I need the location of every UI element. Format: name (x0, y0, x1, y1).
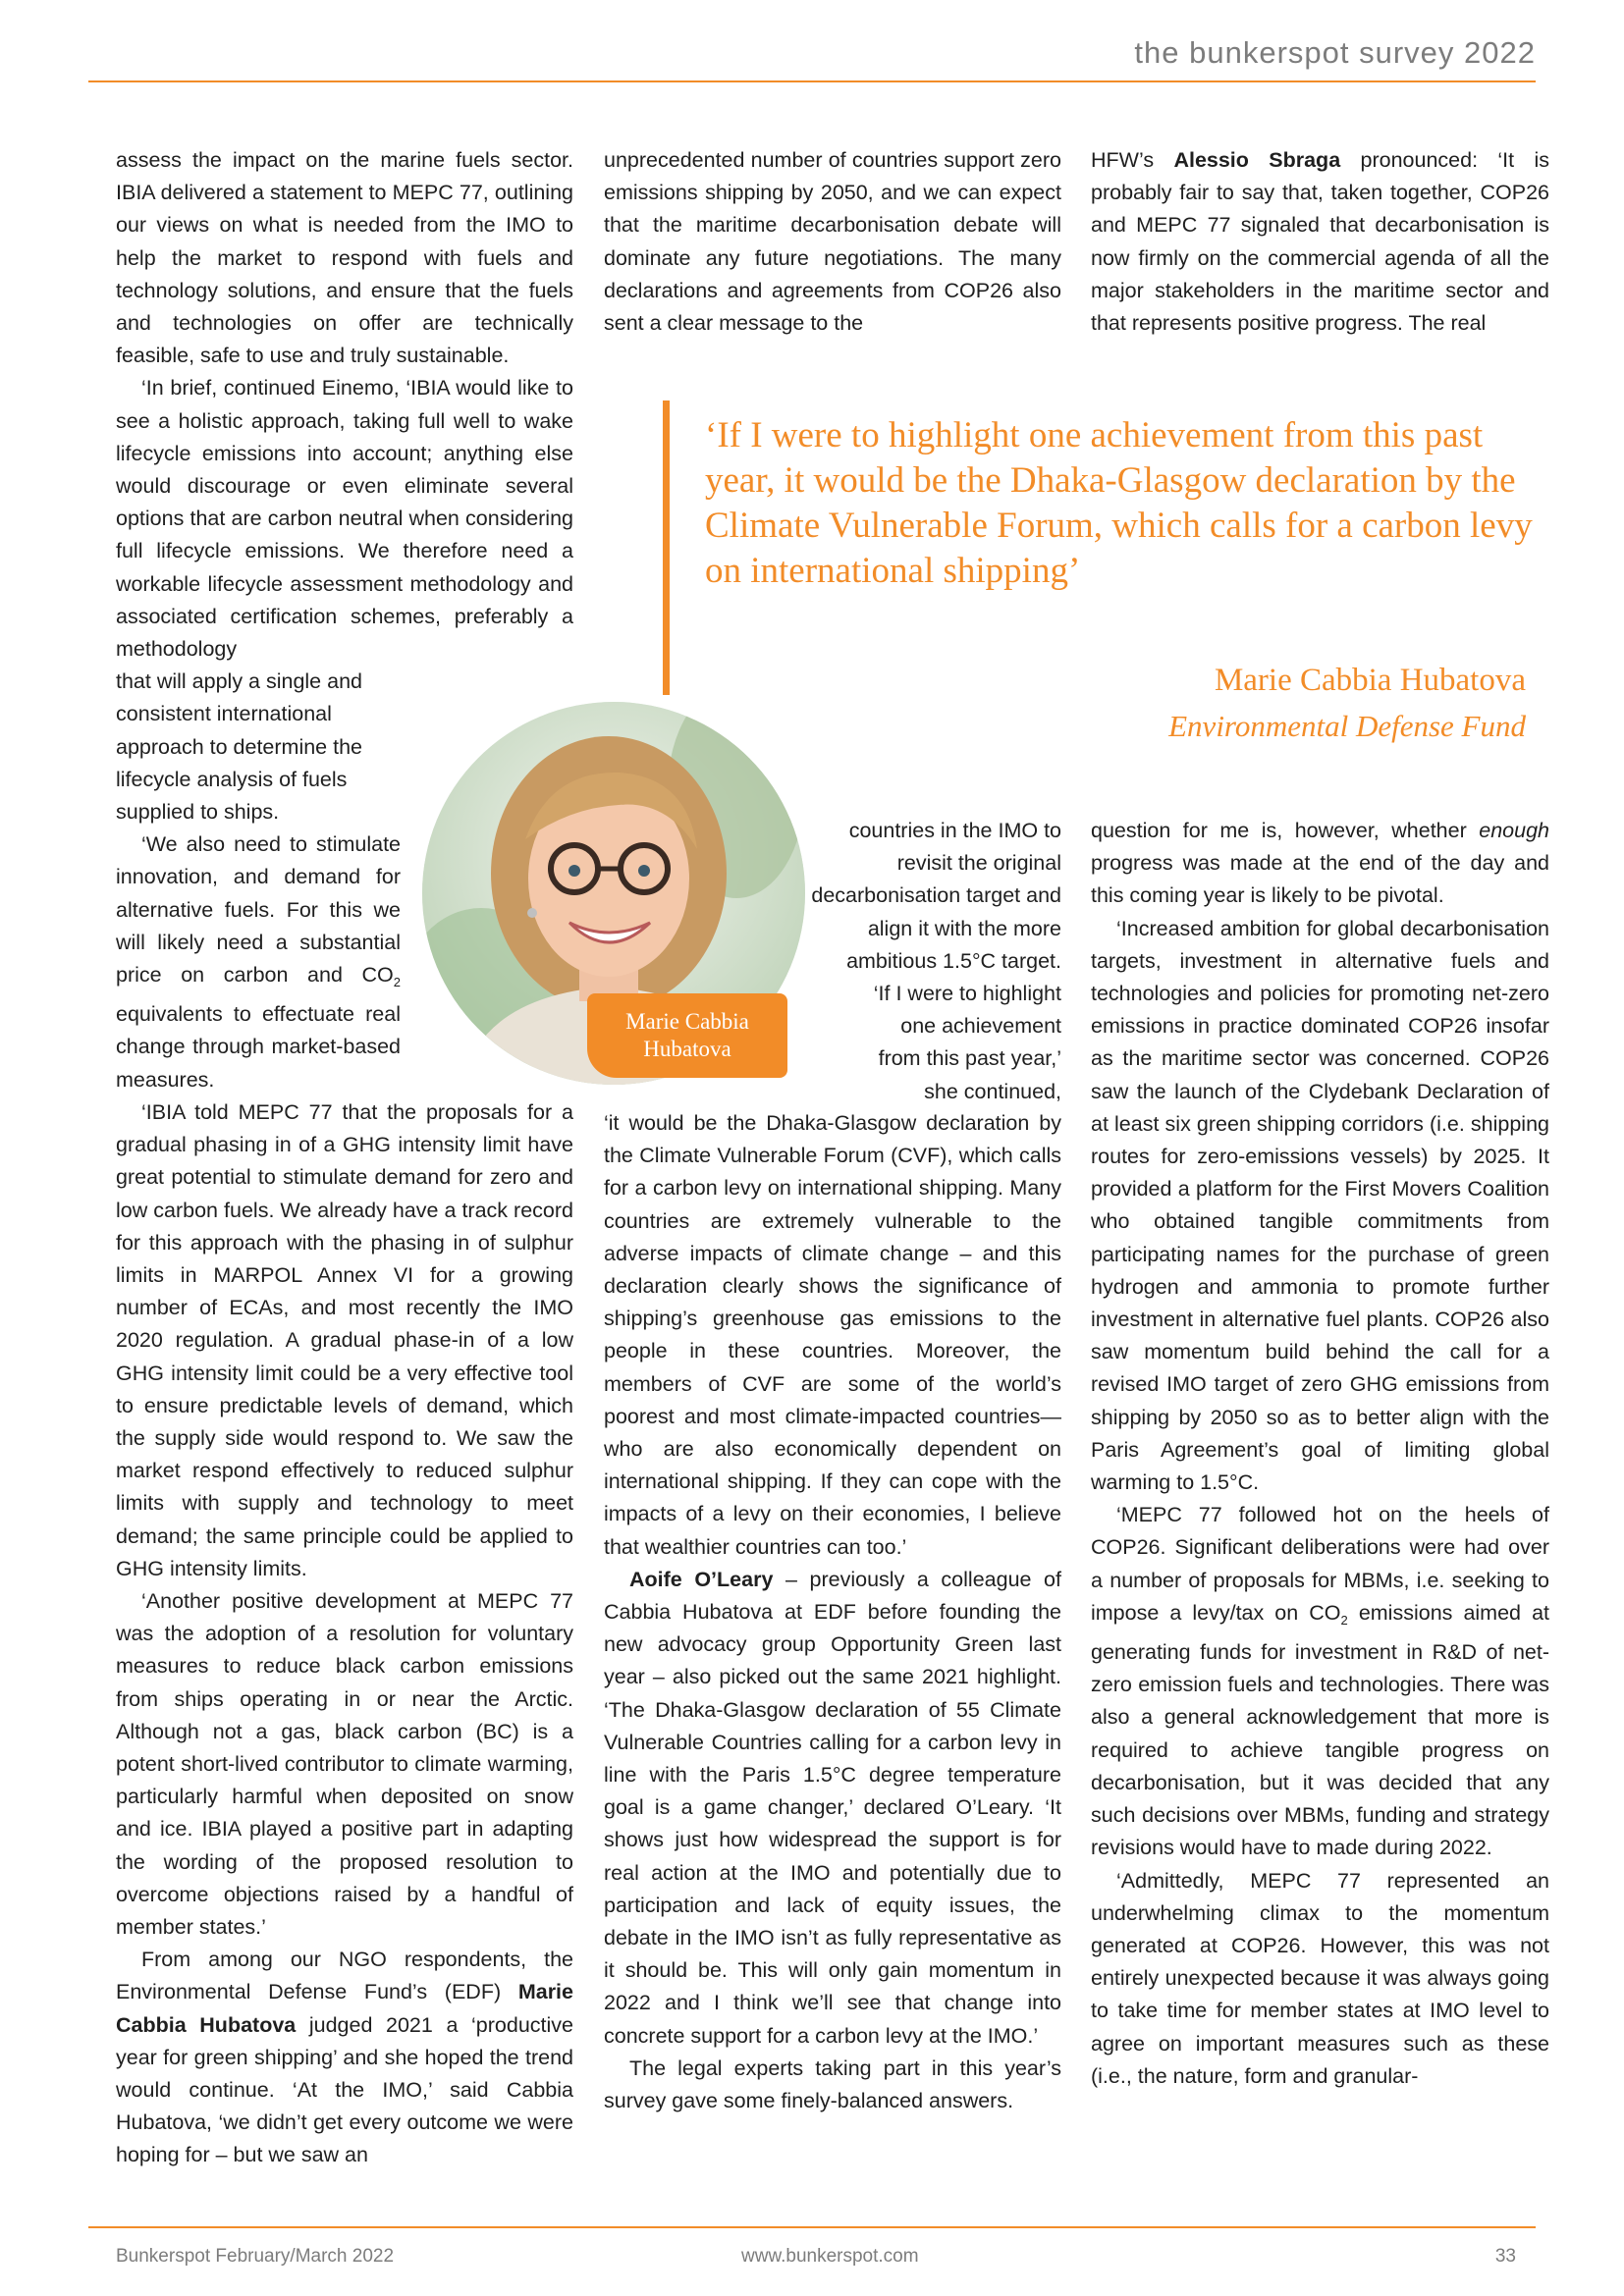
column-2-top (604, 144, 1061, 340)
paragraph: countries in the IMO to revisit the original decarbonisation target and align it with the more ambitious 1.5°C target. (811, 819, 1061, 973)
paragraph: that will apply a single and consistent international approach to determine the lifecycle analysis of fuels supplied to ships. (116, 669, 362, 825)
paragraph: ‘We also need to stimulate innovation, and demand for alternative fuels. For this we will likely need a substantial price on carbon and $CO_2$ equivalents to effectuate real change through market-based measures. (116, 832, 401, 1092)
pull-quote-name: Marie Cabbia Hubatova (1214, 663, 1526, 698)
paragraph: ‘In brief, continued Einemo, ‘IBIA would like to see a holistic approach, taking full well to wake lifecycle emissions into account; anything else would discourage or even eliminate several options that are carbon neutral when considering full lifecycle emissions. We therefore need a workable lifecycle assessment methodology and associated certification schemes, preferably a methodology (116, 376, 573, 662)
paragraph: unprecedented number of countries support zero emissions shipping by 2050, and we can expect that the maritime decarbonisation debate will dominate any future negotiations. The many declarations and agreements from COP26 also sent a clear message to the (604, 148, 1061, 336)
person-name: Aoife O’Leary (629, 1567, 774, 1591)
pull-quote-bar (663, 400, 670, 695)
paragraph: assess the impact on the marine fuels sector. IBIA delivered a statement to MEPC 77, outlining our views on what is needed from the IMO to help the market to respond with fuels and technology solutions, and ensure that the fuels and technologies on offer are technically feasible, safe to use and truly sustainable. (116, 148, 573, 368)
pull-quote: ‘If I were to highlight one achievement from this past year, it would be the Dhaka-Glasgow declaration by the Climate Vulnerable Forum, which calls for a carbon levy on international shipping’ (705, 415, 1533, 591)
paragraph: ‘Another positive development at MEPC 77 was the adoption of a resolution for voluntary measures to reduce black carbon emissions from ships operating in or near the Arctic. Although not a gas, black carbon (BC) is a potent short-lived contributor to climate warming, particularly harmful when deposited on snow and ice. IBIA played a positive part in adapting the wording of the proposed resolution to overcome objections raised by a handful of member states.’ (116, 1588, 573, 1939)
photo-caption-badge: Marie Cabbia Hubatova (587, 993, 787, 1078)
person-name: Alessio Sbraga (1173, 148, 1341, 172)
column-3-top (1091, 144, 1549, 340)
paragraph: ‘it would be the Dhaka-Glasgow declaration by the Climate Vulnerable Forum (CVF), which calls for a carbon levy on international shipping. Many countries are extremely vulnerable to the adverse impacts of climate change – and this declaration clearly shows the significance of shipping’s greenhouse gas emissions to the people in these countries. Moreover, the members of CVF are some of the world’s poorest and most climate-impacted countries—who are also economically dependent on international shipping. If they can cope with the impacts of a levy on their economies, I believe that wealthier countries can too.’ (604, 1111, 1061, 1559)
paragraph: Aoife O’Leary – previously a colleague of Cabbia Hubatova at EDF before founding the new advocacy group Opportunity Green last year – also picked out the same 2021 highlight. ‘The Dhaka-Glasgow declaration of 55 Climate Vulnerable Countries calling for a carbon levy in line with the Paris 1.5°C degree temperature goal is a game changer,’ declared O’Leary. ‘It shows just how widespread the support is for real action at the IMO and potentially due to participation and lack of equity issues, the debate in the IMO isn’t as fully representative as it should be. This will only gain momentum in 2022 and I think we’ll see that change into concrete support for a carbon levy at the IMO.’ (604, 1567, 1061, 2048)
column-2-bottom (604, 1107, 1061, 2117)
footer-publication: Bunkerspot February/March 2022 (116, 2246, 395, 2267)
column-2-wrap-text (805, 815, 1061, 1108)
paragraph: question for me is, however, whether enough progress was made at the end of the day and this coming year is likely to be pivotal. (1091, 819, 1549, 908)
column-1 (116, 144, 573, 2172)
footer-website: www.bunkerspot.com (741, 2246, 919, 2267)
person-name: Marie Cabbia Hubatova (116, 1980, 573, 2037)
paragraph: ‘Increased ambition for global decarbonisation targets, investment in alternative fuels and technologies and policies for promoting net-zero emissions in practice dominated COP26 insofar as the maritime sector was concerned. COP26 saw the launch of the Clydebank Declaration of at least six green shipping corridors (i.e. shipping routes for zero-emissions vessels) by 2025. It provided a platform for the First Movers Coalition who obtained tangible commitments from participating names for the purchase of green hydrogen and ammonia to promote further investment in alternative fuel plants. COP26 also saw momentum build behind the call for a revised IMO target of zero GHG emissions from shipping by 2050 so as to better align with the Paris Agreement’s goal of limiting global warming to 1.5°C. (1091, 916, 1549, 1495)
paragraph: ‘If I were to highlight one achievement from this past year,’ she continued, (873, 982, 1061, 1103)
running-header: the bunkerspot survey 2022 (1134, 35, 1536, 70)
footer-rule (88, 2226, 1536, 2228)
page-number: 33 (1494, 2246, 1516, 2267)
paragraph: The legal experts taking part in this year’s survey gave some finely-balanced answers. (604, 2056, 1061, 2113)
paragraph: HFW’s Alessio Sbraga pronounced: ‘It is probably fair to say that, taken together, COP26 and MEPC 77 signaled that decarbonisation is now firmly on the commercial agenda of all the major stakeholders in the maritime sector and that represents positive progress. The real (1091, 148, 1549, 336)
paragraph: ‘MEPC 77 followed hot on the heels of COP26. Significant deliberations were had over a number of proposals for MBMs, i.e. seeking to impose a levy/tax on $CO_2$ emissions aimed at generating funds for investment in R&D of net-zero emission fuels and technologies. There was also a general acknowledgement that more is required to achieve tangible progress on decarbonisation, but it was decided that any such decisions over MBMs, funding and strategy revisions would have to made during 2022. (1091, 1503, 1549, 1860)
paragraph: ‘IBIA told MEPC 77 that the proposals for a gradual phasing in of a GHG intensity limit have great potential to stimulate demand for zero and low carbon fuels. We already have a track record for this approach with the phasing in of sulphur limits in MARPOL Annex VI for a growing number of ECAs, and most recently the IMO 2020 regulation. A gradual phase-in of a low GHG intensity limit could be a very effective tool to ensure predictable levels of demand, which the supply side would respond to. We saw the market respond effectively to reduced sulphur limits with supply and technology to meet demand; the same principle could be applied to GHG intensity limits. (116, 1099, 573, 1580)
paragraph: ‘Admittedly, MEPC 77 represented an underwhelming climax to the momentum generated at COP26. However, this was not entirely unexpected because it was always going to take time for member states at IMO level to agree on important measures such as these (i.e., the nature, form and granular- (1091, 1868, 1549, 2088)
column-3-bottom (1091, 815, 1549, 2093)
header-rule (88, 80, 1536, 82)
pull-quote-organisation: Environmental Defense Fund (1168, 709, 1526, 743)
paragraph: From among our NGO respondents, the Environmental Defense Fund’s (EDF) Marie Cabbia Hubatova judged 2021 a ‘productive year for green shipping’ and she hoped the trend would continue. ‘At the IMO,’ said Cabbia Hubatova, ‘we didn’t get every outcome we were hoping for – but we saw an (116, 1948, 573, 2167)
